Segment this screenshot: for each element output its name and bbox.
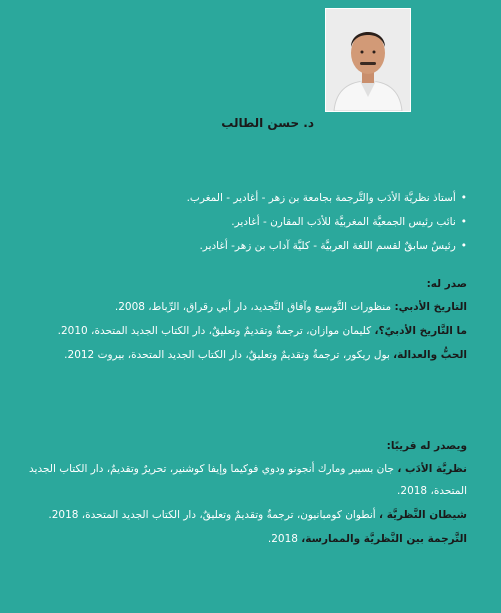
published-title: صدر له: <box>426 278 467 290</box>
bio-list <box>27 190 467 262</box>
published-entry <box>17 320 467 342</box>
entry-details: 2018. <box>267 533 302 545</box>
entry-title: شيطان النَّظريَّة ، <box>379 509 467 521</box>
entry-title: التاريخ الأدبي: <box>394 301 467 313</box>
published-entry <box>17 296 467 318</box>
forthcoming-entry <box>17 458 467 502</box>
forthcoming-entry <box>17 528 467 550</box>
entry-title: الحبُّ والعدالة، <box>393 349 467 361</box>
forthcoming-title: ويصدر له قريبًا: <box>386 440 467 452</box>
published-section <box>17 278 467 368</box>
author-photo <box>325 8 411 112</box>
entry-details: بول ريكور، ترجمةٌ وتقديمٌ وتعليقٌ، دار الكتاب الجديد المتحدة، بيروت 2012. <box>64 349 394 361</box>
bio-item: • رئيسٌ سابقٌ لقسم اللغة العربيَّة - كليَّة آداب بن زهر- أغادير. <box>27 238 467 255</box>
entry-details: كليمان موازان، ترجمةٌ وتقديمٌ وتعليقٌ، دار الكتاب الجديد المتحدة، 2010. <box>57 325 375 337</box>
published-entry <box>17 344 467 366</box>
entry-details: أنطوان كومبانيون، ترجمةٌ وتقديمٌ وتعليقٌ، دار الكتاب الجديد المتحدة، 2018. <box>48 509 380 521</box>
entry-details: جان بسيير ومارك أنجونو ودوي فوكيما وإيفا كوشنير، تحريرٌ وتقديمٌ، دار الكتاب الجديد المتحدة، 2018. <box>29 463 467 497</box>
entry-details: منظورات التَّوسيع وآفاق التَّجديد، دار أبي رقراق، الرِّباط، 2008. <box>114 301 395 313</box>
author-portrait-icon <box>326 9 410 111</box>
entry-title: ما التَّاريخ الأدبيّ؟، <box>374 325 467 337</box>
forthcoming-section <box>17 440 467 552</box>
bio-item: • أستاذ نظريَّة الأدَب والتَّرجمة بجامعة بن زهر - أغادير - المغرب. <box>27 190 467 207</box>
entry-title: نظريَّة الأدَب ، <box>397 463 467 475</box>
entry-title: التَّرجمة بين النَّظريَّة والممارسة، <box>301 533 467 545</box>
forthcoming-entry <box>17 504 467 526</box>
author-name: د. حسن الطالب <box>221 116 314 130</box>
bio-item: • نائب رئيس الجمعيَّة المغربيَّة للأدَب المقارن - أغادير. <box>27 214 467 231</box>
